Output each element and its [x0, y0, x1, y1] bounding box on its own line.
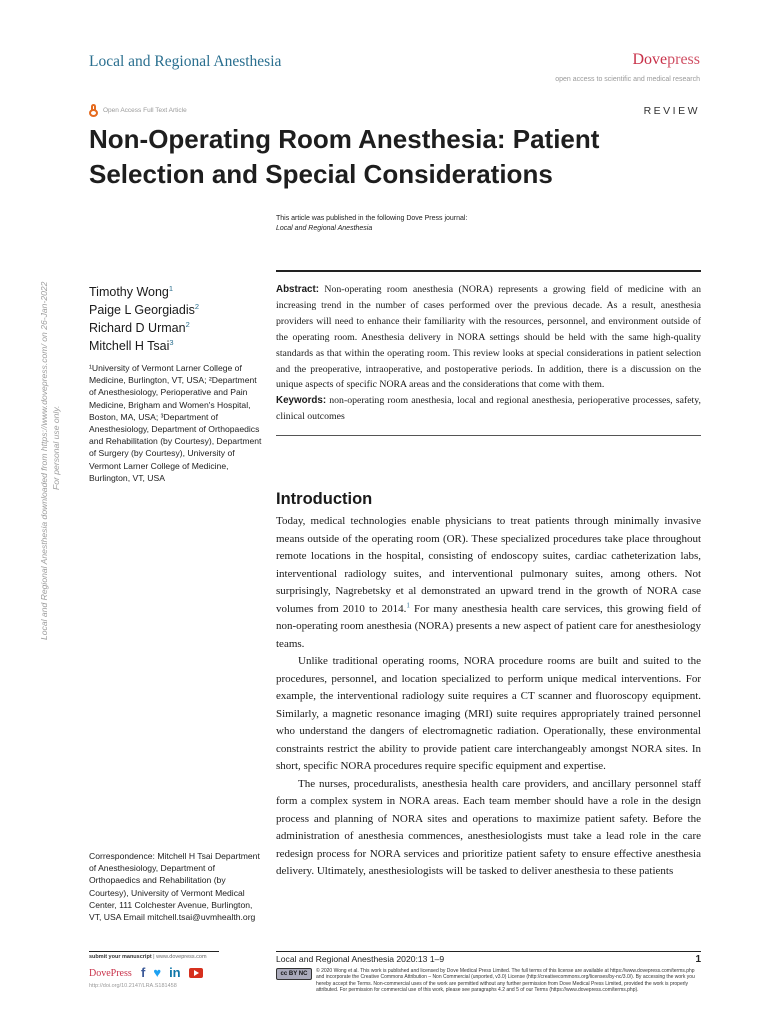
twitter-icon[interactable]: ♥ [153, 965, 162, 980]
author-affiliation-ref[interactable]: 2 [194, 301, 200, 311]
author-name: Paige L Georgiadis [89, 303, 195, 317]
article-title: Non-Operating Room Anesthesia: Patient Selection and Special Considerations [89, 124, 600, 189]
submit-label[interactable]: submit your manuscript [89, 954, 152, 960]
abstract-box [276, 270, 701, 436]
paragraph [276, 513, 701, 653]
license [276, 968, 701, 994]
submit-url[interactable]: | www.dovepress.com [151, 954, 207, 960]
author [89, 301, 199, 319]
paragraph-text: Today, medical technologies enable physicians to treat patients through minimally invasive means outside of the operating room (OR). These specialized procedures take place throughout remote locations in the hospital, consisting of endoscopy suites, cardiac catheterization labs, interventional radiology suites, and interventional pulmonary suites, among others. Not surprisingly, Nagrebetsky et al demonstrated an upward trend in the growth of NORA case volumes from 2010 to 2014. [276, 515, 701, 615]
footer-left [89, 951, 219, 989]
keywords-text: non-operating room anesthesia, local and regional anesthesia, perioperative processes, safety, clinical outcomes [276, 395, 701, 423]
publication-note-journal[interactable]: Local and Regional Anesthesia [276, 225, 373, 232]
paragraph: Unlike traditional operating rooms, NORA procedure rooms are built and suited to the procedures, personnel, and location specialized to perform unique medical interventions. For example, the interventional radiology suite requires a CT scanner and fluoroscopy equipment. Similarly, a magnetic resonance imaging (MRI) suite requires appropriately trained personnel who understand the dangers of electromagnetic radiation. Operationally, these environmental constraints restrict the ability to provide patient care interchangeably amongst NORA sites. In short, specific NORA procedures require specific equipment and expertise. [276, 655, 701, 772]
open-access-line [89, 104, 187, 117]
author [89, 283, 199, 301]
download-watermark [38, 282, 62, 640]
author-name: Mitchell H Tsai [89, 339, 170, 353]
paragraph: The nurses, proceduralists, anesthesia health care providers, and ancillary personnel staff form a complex system in NORA areas. Each team member should have a role in the design process and planning of NORA sites and operations to maximize patient safety. Before the administration of anesthesia commences, anesthesiologists must take a lead role in the care redesign process for NORA services and prioritize patient safety to ensure effective anesthesia delivery. Ultimately, anesthesiologists will be tasked to deliver anesthesia to these patients [276, 777, 701, 877]
publication-note [276, 214, 467, 234]
footer-citation: Local and Regional Anesthesia 2020:13 1–9 [276, 954, 445, 964]
download-watermark-line2: For personal use only. [51, 405, 61, 490]
open-access-icon [89, 104, 98, 117]
download-watermark-line1: Local and Regional Anesthesia downloaded from https://www.dovepress.com/ on 26-Jan-2022 [39, 281, 49, 640]
submit-manuscript[interactable] [89, 951, 219, 960]
article-type: REVIEW [643, 105, 700, 117]
author-affiliation-ref[interactable]: 2 [185, 319, 190, 329]
journal-name[interactable]: Local and Regional Anesthesia [89, 53, 282, 70]
introduction-heading: Introduction [276, 490, 373, 508]
publisher-tagline: open access to scientific and medical research [555, 76, 700, 83]
dovepress-logo[interactable] [632, 51, 700, 69]
youtube-icon[interactable] [189, 968, 203, 978]
affiliations: ¹University of Vermont Larner College of Medicine, Burlington, VT, USA; ²Department of Anesthesiology, Perioperative and Pain Medicine, Brigham and Women's Hospital, Boston, MA, USA; ³Department of Anesthesiology, Department of Orthopaedics and Rehabilitation (by Courtesy), Department of Surgery (by Courtesy), University of Vermont Larner College of Medicine, Burlington, VT, USA [89, 363, 262, 483]
linkedin-icon[interactable]: in [169, 965, 181, 980]
logo-dove: Dove [632, 51, 668, 68]
introduction-body [276, 513, 701, 881]
citation-ref[interactable]: 1 [406, 600, 410, 609]
author [89, 337, 199, 355]
open-access-label: Open Access Full Text Article [103, 107, 187, 114]
dovepress-footer-logo[interactable]: DovePress [89, 967, 132, 979]
publication-note-line: This article was published in the following Dove Press journal: [276, 215, 468, 222]
creative-commons-icon[interactable]: cc BY NC [276, 968, 312, 980]
doi-link[interactable]: http://doi.org/10.2147/LRA.S181458 [89, 983, 177, 989]
author-affiliation-ref[interactable]: 3 [169, 337, 174, 347]
abstract [276, 282, 701, 393]
author-list [89, 283, 199, 355]
author-name: Richard D Urman [89, 321, 186, 335]
social-links [141, 966, 203, 980]
author-affiliation-ref[interactable]: 1 [168, 283, 174, 293]
author-name: Timothy Wong [89, 285, 169, 299]
abstract-text: Non-operating room anesthesia (NORA) represents a growing field of medicine with an increasing trend in the number of cases performed over the previous decade. As a result, anesthesia providers will need to enhance their familiarity with the resources, personnel, and environment outside of the operating room. Anesthesia delivery in NORA settings should be held with the same high-quality standards as that within the operating room. This review looks at special considerations in patient selection and the preoperative, intraoperative, and postoperative periods. In addition, there is a discussion on the unique aspects of specific NORA areas and the considerations that come with them. [276, 284, 701, 391]
abstract-label: Abstract: [276, 284, 320, 295]
keywords-label: Keywords: [276, 395, 327, 407]
paragraph-text: For many anesthesia health care services, this growing field of non-operating room anesthesia (NORA) presents a new aspect of patient care for anesthesiology teams. [276, 602, 701, 650]
page-number: 1 [695, 954, 701, 965]
footer-right [276, 951, 701, 994]
keywords [276, 393, 701, 425]
author [89, 319, 199, 337]
correspondence: Correspondence: Mitchell H Tsai Department of Anesthesiology, Department of Orthopaedics and Rehabilitation (by Courtesy), University of Vermont Medical Center, 111 Colchester Avenue, Burlington, VT, USA Email mitchell.tsai@uvmhealth.org [89, 851, 260, 923]
license-text: © 2020 Wong et al. This work is published and licensed by Dove Medical Press Limited. The full terms of this license are available at https://www.dovepress.com/terms.php and incorporate the Creative Commons Attribution – Non Commercial (unported, v3.0) License (http://creativecommons.org/licenses/by-nc/3.0/). By accessing the work you hereby accept the Terms. Non-commercial uses of the work are permitted without any further permission from Dove Medical Press Limited, provided the work is properly attributed. For permission for commercial use of this work, please see paragraphs 4.2 and 5 of our Terms (https://www.dovepress.com/terms.php). [316, 968, 695, 994]
footer-citation-row [276, 954, 701, 965]
facebook-icon[interactable]: f [141, 965, 146, 980]
logo-press: press [667, 51, 700, 68]
